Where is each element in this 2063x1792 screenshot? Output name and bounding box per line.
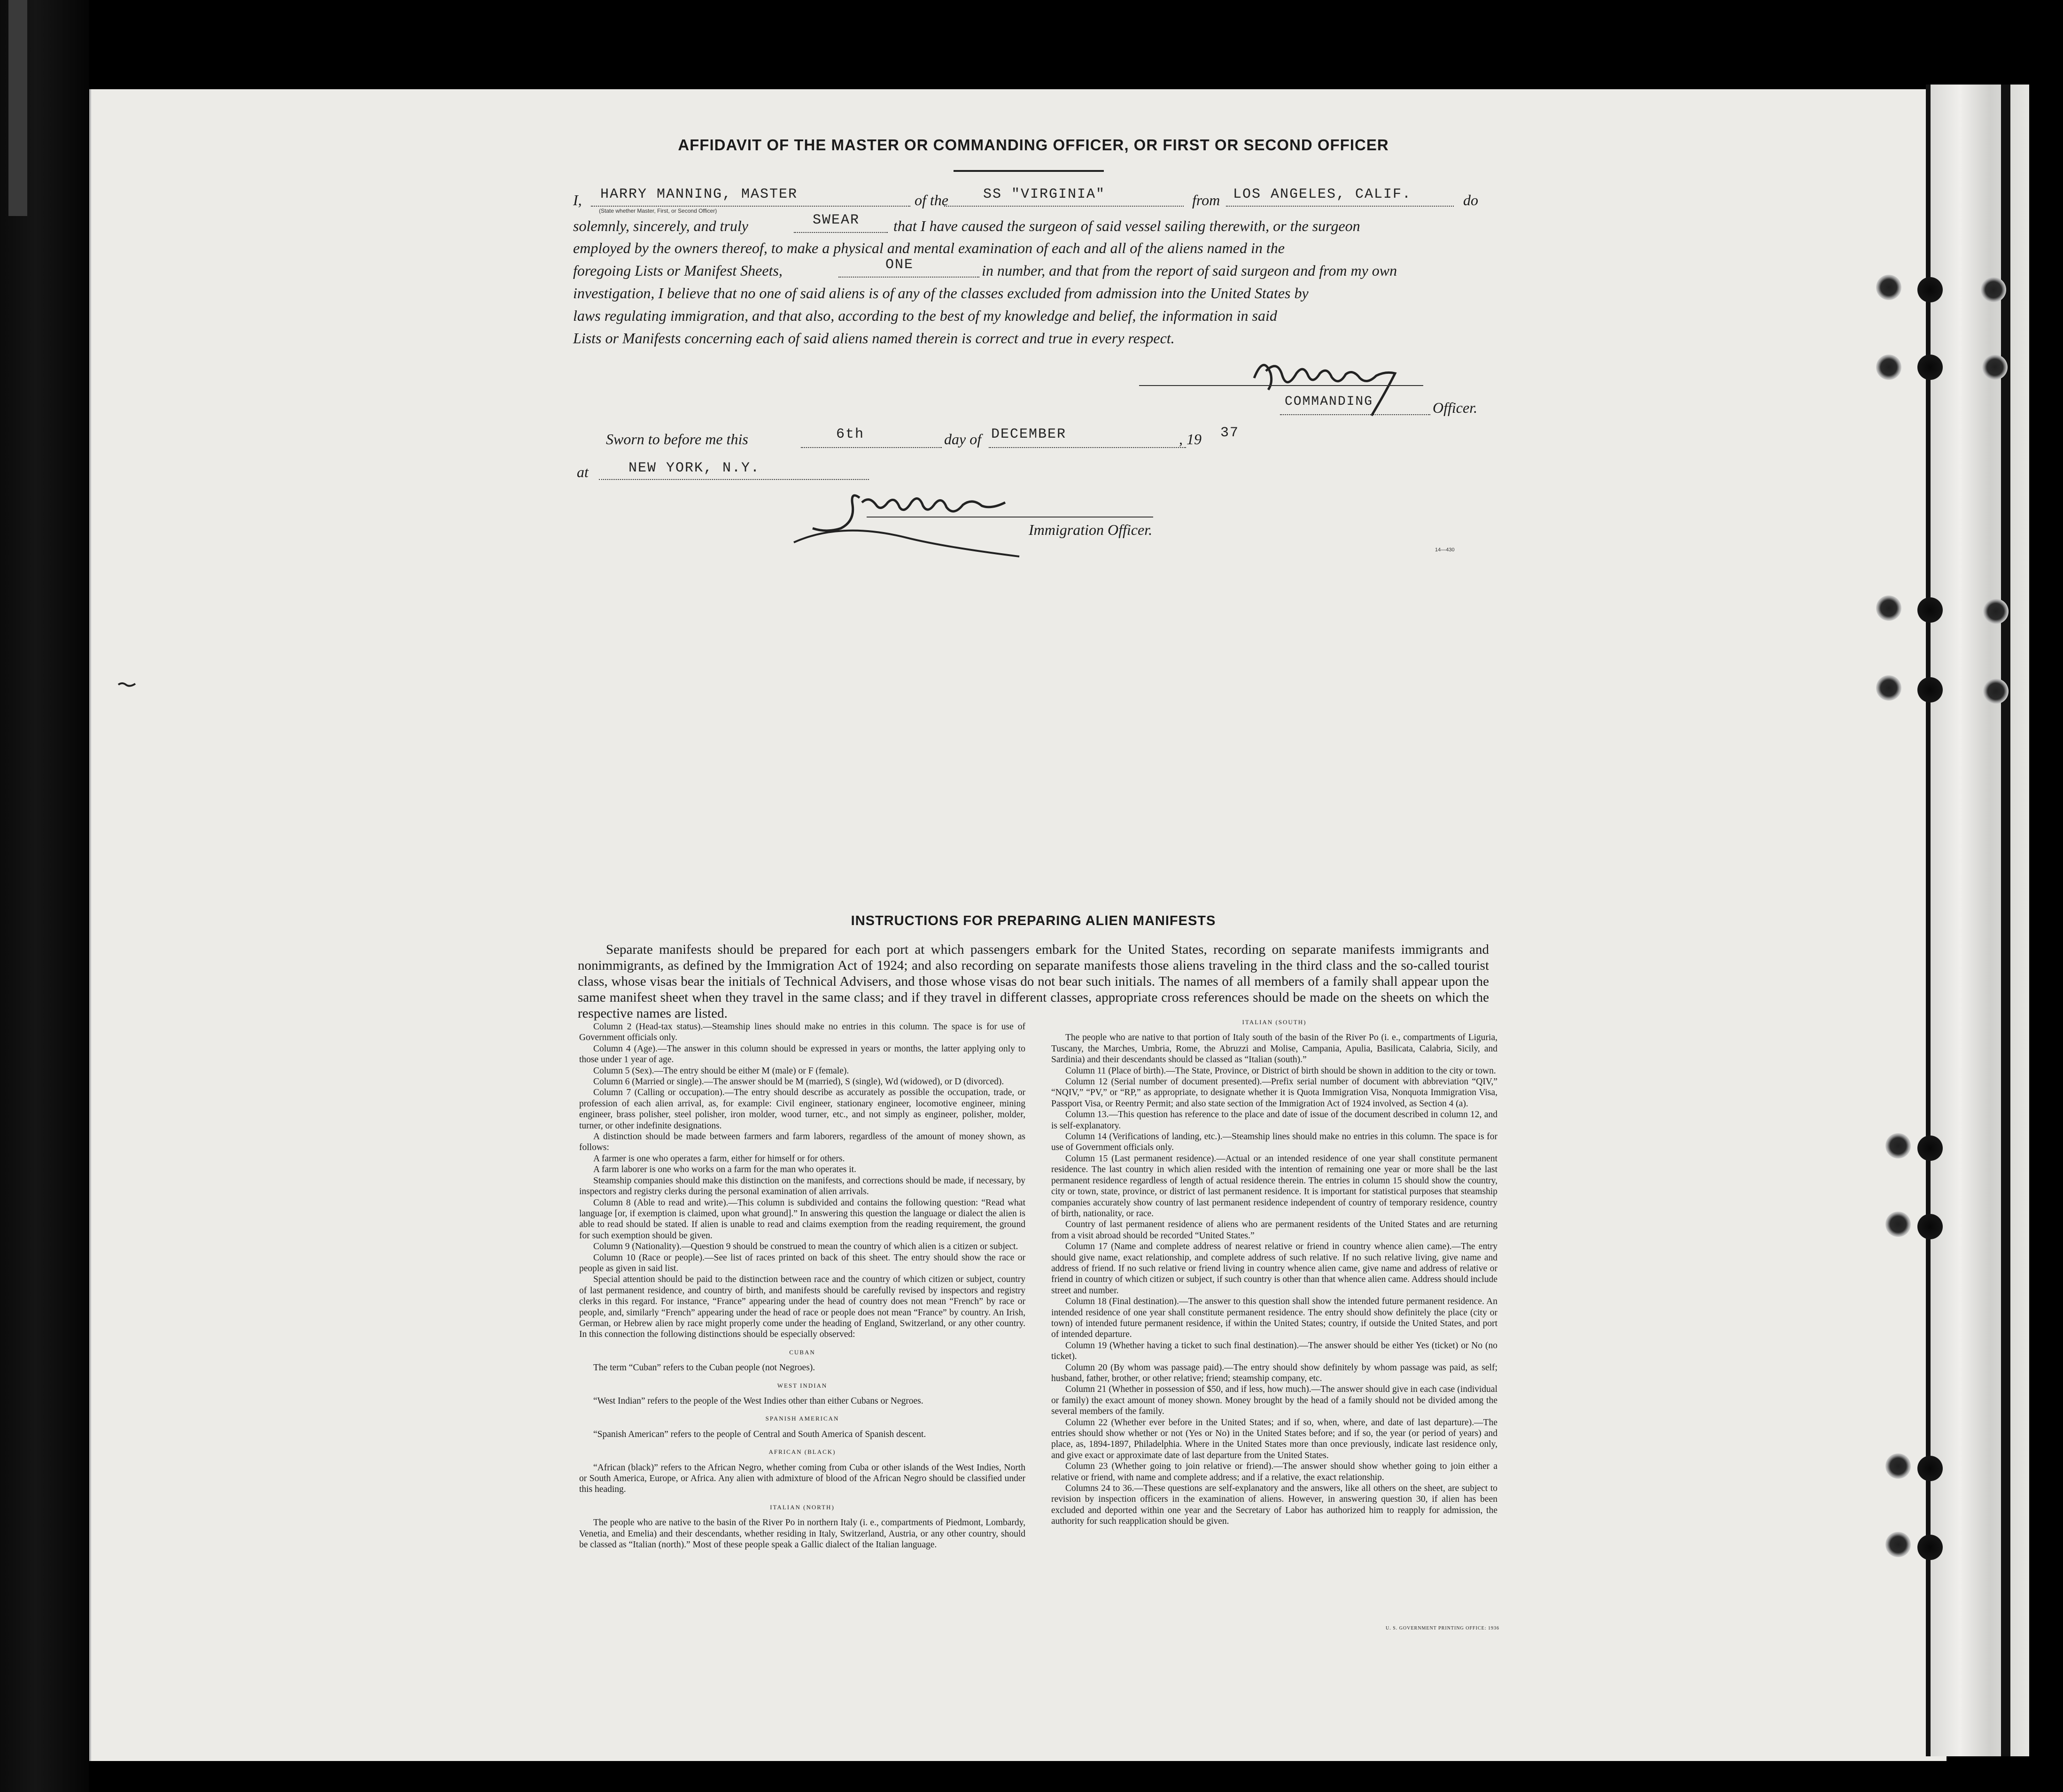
in-number-text: in number, and that from the report of said surgeon and from my own	[982, 262, 1397, 279]
affidavit-line-7: Lists or Manifests concerning each of said aliens named therein is correct and true in every respect.	[573, 330, 1175, 347]
port-field: LOS ANGELES, CALIF.	[1233, 186, 1412, 202]
instructions-title: INSTRUCTIONS FOR PREPARING ALIEN MANIFESTS	[851, 913, 1216, 928]
binder-hole-icon	[1876, 595, 1901, 621]
instruction-paragraph: Steamship companies should make this distinction on the manifests, and corrections should be made, if necessary, by inspectors and registry clerks during the personal examination of alien arrivals.	[579, 1175, 1025, 1197]
binder-hole-icon	[1981, 277, 2006, 302]
form-number: 14—430	[1435, 547, 1455, 553]
year-prefix: , 19	[1179, 431, 1202, 448]
binder-hole-icon	[1917, 1456, 1943, 1481]
do-label: do	[1463, 192, 1478, 209]
spanish-american-heading: SPANISH AMERICAN	[765, 1415, 839, 1422]
sworn-year-field: 37	[1220, 425, 1240, 441]
cuban-heading: CUBAN	[789, 1348, 815, 1356]
sworn-month-underline	[989, 447, 1186, 448]
sworn-day-field: 6th	[836, 426, 865, 442]
instructions-right-column	[1051, 1017, 1497, 1527]
instruction-paragraph: Column 6 (Married or single).—The answer should be M (married), S (single), Wd (widowed), or D (divorced).	[593, 1077, 1004, 1087]
at-label: at	[577, 463, 589, 480]
instruction-paragraph: Column 9 (Nationality).—Question 9 should be construed to mean the country of which alien is a citizen or subject.	[593, 1242, 1018, 1252]
master-name-underline	[591, 206, 910, 207]
instruction-paragraph: Column 12 (Serial number of document presented).—Prefix serial number of document with abbreviation “QIV,” “NQIV,” “PV,” or “RP,” as appropriate, to designate whether it is Quota Immigration Visa, Nonquota Immigration Visa, Passport Visa, or Reentry Permit; and also state section of the Immigration Act of 1924 involved, as Section 4 (a).	[1051, 1077, 1497, 1109]
binder-hole-icon	[1876, 355, 1901, 380]
binder-hole-icon	[1876, 275, 1901, 300]
binder-hole-icon	[1917, 597, 1943, 623]
sworn-text: Sworn to before me this	[606, 431, 748, 448]
sheets-field: ONE	[885, 257, 914, 273]
instruction-paragraph: Column 23 (Whether going to join relative or friend).—The answer should show whether going to join either a relative or friend, with name and complete address; and if a relative, the exact relationship.	[1051, 1461, 1497, 1483]
title-rule	[954, 170, 1104, 172]
surgeon-text: that I have caused the surgeon of said vessel sailing therewith, or the surgeon	[893, 217, 1360, 234]
binder-hole-icon	[1917, 1214, 1943, 1239]
italian-north-text: The people who are native to the basin of the River Po in northern Italy (i. e., compartments of Piedmont, Lombardy, Venetia, and Emelia) and their descendants, whether residing in Italy, Switzerland, Austria, or any other country, should be classed as “Italian (north).” Most of these people speak a Gallic dialect of the Italian language.	[579, 1518, 1025, 1550]
affidavit-line-3: employed by the owners thereof, to make a physical and mental examination of each and all of the aliens named in the	[573, 239, 1285, 256]
officer-signature-line	[1139, 385, 1423, 386]
instruction-paragraph: The people who are native to that portion of Italy south of the basin of the River Po (i. e., compartments of Liguria, Tuscany, the Marches, Umbria, Rome, the Abruzzi and Molise, Campania, Apulia, Basilicata, Calabria, Sicily, and Sardinia) and their descendants should be classed as “Italian (south).”	[1051, 1033, 1497, 1065]
affidavit-line-2	[573, 214, 1484, 238]
affidavit-line-4	[573, 258, 1484, 283]
state-note: (State whether Master, First, or Second Officer)	[599, 208, 717, 214]
officer-label: Officer.	[1433, 399, 1478, 416]
instruction-paragraph: Column 17 (Name and complete address of nearest relative or friend in country whence alien came).—The entry should give name, exact relationship, and complete address of such relative. If no such relative living, give name and address of friend. If no such relative or friend living in country whence alien came, give name and address of relative or friend in country of which citizen or subject, if such country is other than that whence alien came. Address should include street and number.	[1051, 1242, 1497, 1296]
solemnly-text: solemnly, sincerely, and truly	[573, 217, 748, 234]
instruction-paragraph: Column 19 (Whether having a ticket to such final destination).—The answer should be either Yes (ticket) or No (no ticket).	[1051, 1340, 1497, 1362]
instruction-paragraph: A distinction should be made between farmers and farm laborers, regardless of the amount of money shown, as follows:	[579, 1132, 1025, 1153]
instruction-paragraph: Column 15 (Last permanent residence).—Actual or an intended residence of one year shall constitute permanent residence. The last country in which alien resided with the intention of remaining one year or more shall be the last permanent residence regardless of length of actual residence therein. The entries in column 15 should show the country, city or town, state, province, or district of last permanent residence. It is important for statistical purposes that steamship companies accurately show country of last permanent residence independent of country of temporary residence, country of birth, nationality, or race.	[1051, 1153, 1497, 1219]
affidavit-title: AFFIDAVIT OF THE MASTER OR COMMANDING OFFICER, OR FIRST OR SECOND OFFICER	[678, 136, 1389, 154]
instruction-paragraph: Column 11 (Place of birth).—The State, Province, or District of birth should be shown in addition to the city or town.	[1065, 1066, 1496, 1076]
oath-field: SWEAR	[813, 212, 860, 228]
instruction-paragraph: Column 7 (Calling or occupation).—The entry should describe as accurately as possible the occupation, trade, or profession of each alien arrival, as, for example: Civil engineer, stationary engineer, locomotive engineer, mining engineer, brass polisher, steel polisher, iron molder, wood turner, etc., and not simply as engineer, polisher, molder, turner, or other indefinite designations.	[579, 1088, 1025, 1131]
instructions-left-column	[579, 1021, 1025, 1550]
binder-hole-icon	[1983, 679, 2009, 704]
instruction-paragraph: Country of last permanent residence of aliens who are permanent residents of the United States and are returning from a visit abroad should be recorded “United States.”	[1051, 1220, 1497, 1241]
instruction-paragraph: Column 2 (Head-tax status).—Steamship lines should make no entries in this column. The space is for use of Government officials only.	[579, 1022, 1025, 1043]
instruction-paragraph: A farmer is one who operates a farm, either for himself or for others.	[593, 1153, 845, 1164]
binder-rail	[2001, 85, 2010, 1756]
gpo-imprint: U. S. GOVERNMENT PRINTING OFFICE: 1936	[1386, 1626, 1499, 1631]
affidavit-line-5: investigation, I believe that no one of said aliens is of any of the classes excluded from admission into the United States by	[573, 285, 1309, 301]
binder-hole-icon	[1876, 675, 1901, 701]
instruction-paragraph: Column 21 (Whether in possession of $50, and if less, how much).—The answer should give in each case (individual or family) the exact amount of money shown. Money brought by the head of a family should not be divided among the several members of the family.	[1051, 1384, 1497, 1417]
instruction-paragraph: Column 14 (Verifications of landing, etc.).—Steamship lines should make no entries in this column. The space is for use of Government officials only.	[1051, 1132, 1497, 1153]
binder-hole-icon	[1885, 1532, 1911, 1557]
instruction-paragraph: A farm laborer is one who works on a farm for the man who operates it.	[593, 1165, 856, 1175]
binder-edge	[1926, 85, 2029, 1756]
binder-hole-icon	[1885, 1453, 1911, 1479]
oath-underline	[794, 232, 888, 233]
african-text: “African (black)” refers to the African Negro, whether coming from Cuba or other islands of the West Indies, North or South America, Europe, or Africa. Any alien with admixture of blood of the African Negro should be classified under this heading.	[579, 1462, 1025, 1495]
binder-hole-icon	[1885, 1133, 1911, 1159]
place-field: NEW YORK, N.Y.	[628, 460, 760, 476]
affidavit-i-label: I,	[573, 192, 582, 209]
of-the-label: of the	[915, 192, 948, 209]
immigration-signature-line	[867, 517, 1153, 518]
from-label: from	[1192, 192, 1220, 209]
instruction-paragraph: Column 4 (Age).—The answer in this column should be expressed in years or months, the latter applying only to those under 1 year of age.	[579, 1043, 1025, 1065]
binder-hole-icon	[1917, 1135, 1943, 1161]
instructions-intro: Separate manifests should be prepared for each port at which passengers embark for the United States, recording on separate manifests immigrants and nonimmigrants, as defined by the Immigration Act of 1924; and also recording on separate manifests those aliens traveling in the third class and the so-called tourist class, whose visas bear the initials of Technical Advisers, and those whose visas do not bear such initials. The names of all members of a family shall appear upon the same manifest sheet when they travel in the same class; and if they travel in different classes, appropriate cross references should be made on the sheets on which the respective names are listed.	[578, 942, 1489, 1021]
instruction-paragraph: Column 13.—This question has reference to the place and date of issue of the document described in column 12, and is self-explanatory.	[1051, 1110, 1497, 1131]
film-edge-strip	[8, 0, 27, 216]
binder-hole-icon	[1917, 1535, 1943, 1560]
master-signature	[1245, 345, 1414, 420]
west-indian-heading: WEST INDIAN	[777, 1382, 828, 1389]
officer-rank-field: COMMANDING	[1285, 394, 1373, 409]
instruction-paragraph: Column 18 (Final destination).—The answer to this question shall show the intended future permanent residence. An intended residence of one year shall constitute permanent residence. The entry should show definitely the place (city or town) of intended future permanent residence, if within the United States; country, if outside the United States, and port of intended departure.	[1051, 1297, 1497, 1340]
italian-south-heading: ITALIAN (SOUTH)	[1242, 1019, 1307, 1026]
sheets-underline	[838, 277, 979, 278]
instruction-paragraph: Columns 24 to 36.—These questions are self-explanatory and the answers, like all others on the sheet, are subject to revision by inspection officers in the examination of aliens. However, in answering question 30, if alien has been excluded and deported within one year and the Secretary of Labor has authorized him to reapply for admission, the authority for such reapplication should be given.	[1051, 1483, 1497, 1527]
film-margin-left	[0, 0, 89, 1792]
binder-hole-icon	[1983, 599, 2009, 624]
immigration-officer-signature	[784, 477, 1047, 559]
binder-hole-icon	[1917, 277, 1943, 302]
instruction-paragraph: Column 22 (Whether ever before in the United States; and if so, when, where, and date of last departure).—The entries should show whether or not (Yes or No) in the United States before; and if so, the year (or period of years) and place, as, 1894-1897, Philadelphia. Where in the United States more than once previously, indicate last residence only, and give exact or approximate date of last departure from the United States.	[1051, 1417, 1497, 1460]
instruction-paragraph: Special attention should be paid to the distinction between race and the country of which citizen or subject, country of last permanent residence, and country of birth, and manifests should be carefully revised by inspectors and registry clerks in this regard. For instance, “France” appearing under the head of country does not mean “French” by race or people, and, similarly “French” appearing under the head of race or people does not mean “France” by country. An Irish, German, or Hebrew alien by race might properly come under the heading of England, Switzerland, or any other country. In this connection the following distinctions should be especially observed:	[579, 1274, 1025, 1340]
sworn-day-underline	[801, 447, 942, 448]
instruction-paragraph: Column 5 (Sex).—The entry should be either M (male) or F (female).	[593, 1066, 849, 1076]
west-indian-text: “West Indian” refers to the people of the West Indies other than either Cubans or Negroes.	[593, 1396, 923, 1406]
affidavit-line-6: laws regulating immigration, and that also, according to the best of my knowledge and belief, the information in said	[573, 307, 1277, 324]
vessel-name-field: SS "VIRGINIA"	[983, 186, 1106, 202]
binder-hole-icon	[1982, 355, 2008, 380]
sworn-month-field: DECEMBER	[991, 426, 1067, 442]
foregoing-text: foregoing Lists or Manifest Sheets,	[573, 262, 783, 279]
port-underline	[1226, 206, 1454, 207]
vessel-underline	[944, 206, 1184, 207]
master-name-field: HARRY MANNING, MASTER	[600, 186, 798, 202]
instruction-paragraph: Column 20 (By whom was passage paid).—The entry should show definitely by whom passage was paid, as self; husband, father, brother, or other relative; friend; steamship company, etc.	[1051, 1362, 1497, 1383]
instruction-paragraph: Column 8 (Able to read and write).—This column is subdivided and contains the following question: “Read what language [or, if exemption is claimed, upon what ground].” In answering this question the language or dialect the alien is able to read should be stated. If alien is unable to read and claims exemption from the reading requirement, the ground for such exemption should be given.	[579, 1197, 1025, 1241]
spanish-american-text: “Spanish American” refers to the people of Central and South America of Spanish descent.	[593, 1429, 926, 1439]
binder-hole-icon	[1917, 355, 1943, 380]
officer-rank-underline	[1280, 414, 1430, 415]
instruction-paragraph: Column 10 (Race or people).—See list of races printed on back of this sheet. The entry should show the race or people as given in said list.	[579, 1252, 1025, 1274]
cuban-text: The term “Cuban” refers to the Cuban people (not Negroes).	[593, 1363, 815, 1373]
stray-ink-mark	[117, 681, 136, 687]
italian-north-heading: ITALIAN (NORTH)	[770, 1503, 835, 1511]
binder-hole-icon	[1885, 1212, 1911, 1237]
day-of-label: day of	[944, 431, 982, 448]
african-heading: AFRICAN (BLACK)	[768, 1448, 836, 1456]
immigration-officer-label: Immigration Officer.	[1029, 521, 1153, 538]
binder-hole-icon	[1917, 677, 1943, 703]
